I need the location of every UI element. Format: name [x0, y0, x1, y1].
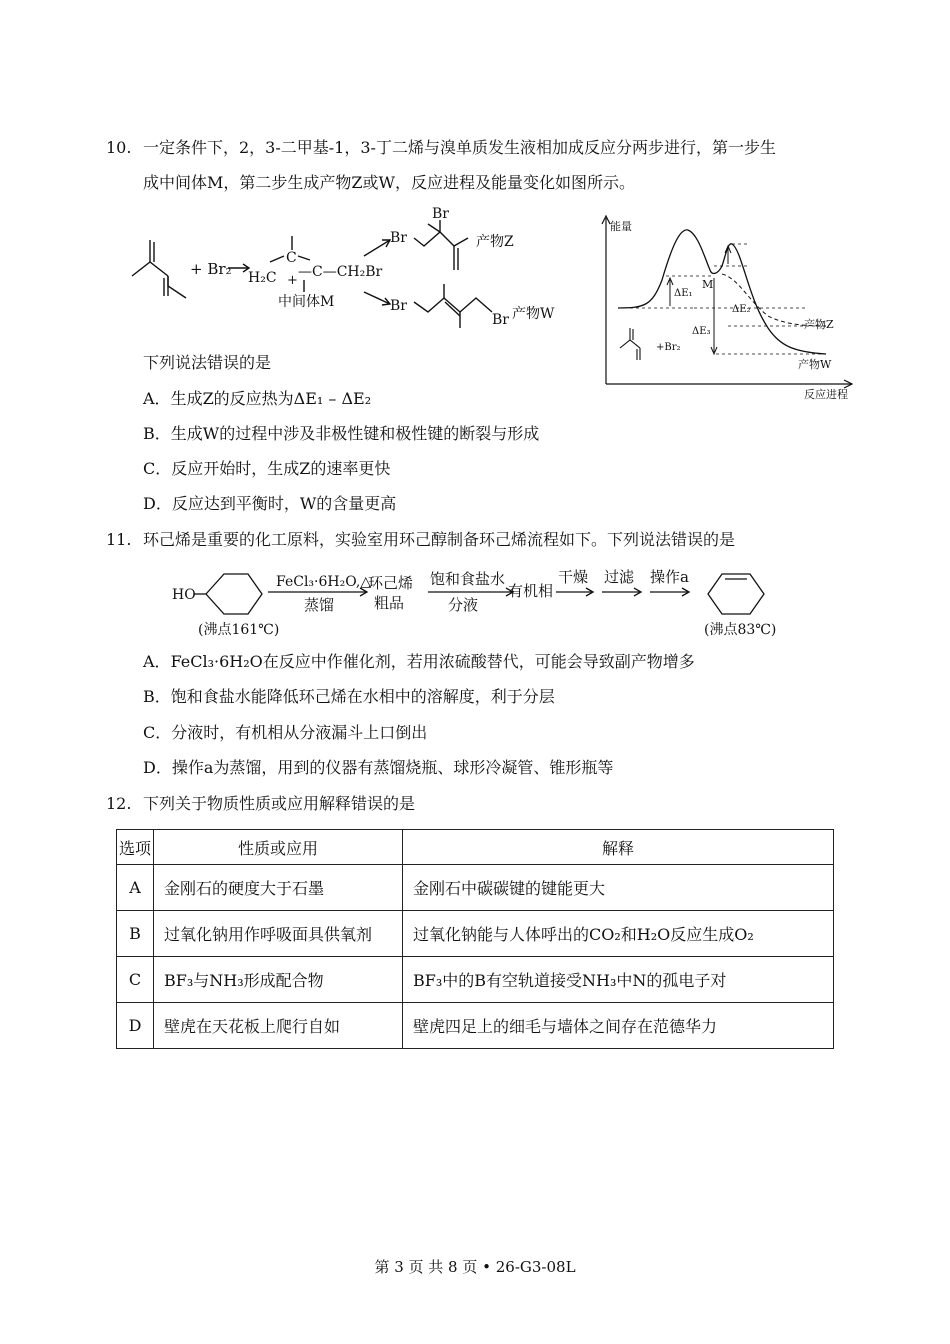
energy-y-label: 能量	[610, 220, 632, 233]
table-cell-property: BF₃与NH₃形成配合物	[154, 957, 403, 1003]
scheme-product-z: 产物Z	[476, 234, 514, 250]
table-cell-explanation: 过氧化钠能与人体呼出的CO₂和H₂O反应生成O₂	[403, 911, 834, 957]
scheme-h2c: H₂C	[248, 270, 277, 286]
reaction-scheme	[120, 200, 580, 350]
table-row	[117, 865, 834, 911]
table-row	[117, 1003, 834, 1049]
q10-option-d	[143, 493, 396, 515]
energy-label-w: 产物W	[798, 358, 832, 371]
q12-table	[116, 829, 834, 1049]
energy-reactant-label: +Br₂	[656, 342, 681, 353]
q11-stem: 环己烯是重要的化工原料，实验室用环己醇制备环己烯流程如下。下列说法错误的是	[143, 530, 736, 549]
q11-option-c-text: 分液时，有机相从分液漏斗上口倒出	[171, 723, 428, 742]
q10-option-b-key: B．	[143, 424, 171, 443]
flow-dry: 干燥	[558, 568, 589, 586]
flow-op-a: 操作a	[650, 568, 689, 586]
scheme-c-center: C	[286, 250, 297, 266]
q10-option-a	[143, 388, 371, 410]
q11-option-d-text: 操作a为蒸馏，用到的仪器有蒸馏烧瓶、球形冷凝管、锥形瓶等	[171, 758, 614, 777]
table-cell-option: D	[117, 1003, 154, 1049]
q11-option-c	[143, 722, 427, 744]
q11-option-a	[143, 651, 695, 673]
scheme-br-z-left: Br	[390, 230, 407, 246]
flow-bp-end: (沸点83℃)	[704, 622, 777, 638]
table-cell-property: 壁虎在天花板上爬行自如	[154, 1003, 403, 1049]
q11-option-a-key: A．	[143, 652, 171, 671]
scheme-product-w: 产物W	[512, 306, 555, 322]
energy-label-e2: ΔE₂	[732, 304, 751, 315]
q11-option-b-key: B．	[143, 687, 171, 706]
table-row	[117, 911, 834, 957]
q11-flow-scheme	[160, 562, 800, 644]
q10-option-d-key: D．	[143, 494, 172, 513]
table-cell-explanation: 壁虎四足上的细毛与墙体之间存在范德华力	[403, 1003, 834, 1049]
flow-reagent-bottom: 蒸馏	[304, 596, 335, 614]
table-cell-property: 过氧化钠用作呼吸面具供氧剂	[154, 911, 403, 957]
scheme-br-top: Br	[432, 206, 449, 222]
energy-x-label: 反应进程	[804, 388, 848, 401]
q10-option-a-text: 生成Z的反应热为ΔE₁ – ΔE₂	[170, 389, 372, 408]
table-cell-explanation: 金刚石中碳碳键的键能更大	[403, 865, 834, 911]
q10-option-a-key: A．	[143, 389, 171, 408]
flow-filter: 过滤	[604, 568, 635, 586]
scheme-plus-br2: + Br₂	[190, 260, 232, 278]
flow-crude-line1: 环己烯	[368, 574, 414, 592]
flow-ho: HO	[172, 587, 196, 603]
energy-label-e3: ΔE₃	[692, 326, 711, 337]
q10-option-c-key: C．	[143, 459, 172, 478]
q11-option-c-key: C．	[143, 723, 172, 742]
q11-option-d-key: D．	[143, 758, 172, 777]
table-cell-option: C	[117, 957, 154, 1003]
q11-option-a-text: FeCl₃·6H₂O在反应中作催化剂，若用浓硫酸替代，可能会导致副产物增多	[170, 652, 695, 671]
flow-crude-line2: 粗品	[374, 594, 405, 612]
scheme-intermediate-label: 中间体M	[278, 294, 335, 310]
q10-number: 10.	[106, 138, 132, 157]
page-footer: 第 3 页 共 8 页 • 26-G3-08L	[374, 1258, 576, 1276]
scheme-ch2br: —C—CH₂Br	[298, 264, 383, 280]
energy-label-z: 产物Z	[804, 318, 834, 331]
q12-stem: 下列关于物质性质或应用解释错误的是	[143, 794, 416, 813]
flow-bp-start: (沸点161℃)	[198, 622, 280, 638]
q10-option-d-text: 反应达到平衡时，W的含量更高	[171, 494, 397, 513]
q11-option-b-text: 饱和食盐水能降低环己烯在水相中的溶解度，利于分层	[170, 687, 555, 706]
scheme-br-w-right: Br	[492, 312, 509, 328]
q10-option-c	[143, 458, 390, 480]
table-header-option: 选项	[117, 830, 154, 865]
table-cell-explanation: BF₃中的B有空轨道接受NH₃中N的孤电子对	[403, 957, 834, 1003]
flow-reagent-top: FeCl₃·6H₂O,△	[276, 574, 372, 590]
q10-stem-line1: 一定条件下，2，3-二甲基-1，3-丁二烯与溴单质发生液相加成反应分两步进行，第一步生	[143, 138, 776, 157]
energy-label-e1: ΔE₁	[674, 288, 693, 299]
flow-organic: 有机相	[508, 582, 554, 600]
q10-option-b	[143, 423, 539, 445]
q10-option-b-text: 生成W的过程中涉及非极性键和极性键的断裂与形成	[170, 424, 540, 443]
table-header-explanation: 解释	[403, 830, 834, 865]
q11-option-d	[143, 757, 613, 779]
table-header-property: 性质或应用	[154, 830, 403, 865]
table-row	[117, 957, 834, 1003]
table-header-row	[117, 830, 834, 865]
table-cell-property: 金刚石的硬度大于石墨	[154, 865, 403, 911]
q10-stem-line2: 成中间体M，第二步生成产物Z或W，反应进程及能量变化如图所示。	[143, 173, 635, 192]
scheme-br-w-left: Br	[390, 298, 407, 314]
energy-diagram	[598, 208, 858, 404]
q10-option-c-text: 反应开始时，生成Z的速率更快	[171, 459, 391, 478]
q12-number: 12.	[106, 794, 132, 813]
q11-number: 11.	[106, 530, 132, 549]
table-cell-option: B	[117, 911, 154, 957]
q11-option-b	[143, 686, 555, 708]
q10-prompt: 下列说法错误的是	[143, 353, 272, 372]
flow-brine-bottom: 分液	[448, 596, 479, 614]
energy-label-m: M	[702, 278, 714, 291]
flow-brine-top: 饱和食盐水	[430, 570, 506, 588]
scheme-plus-sign: +	[287, 273, 298, 288]
table-cell-option: A	[117, 865, 154, 911]
